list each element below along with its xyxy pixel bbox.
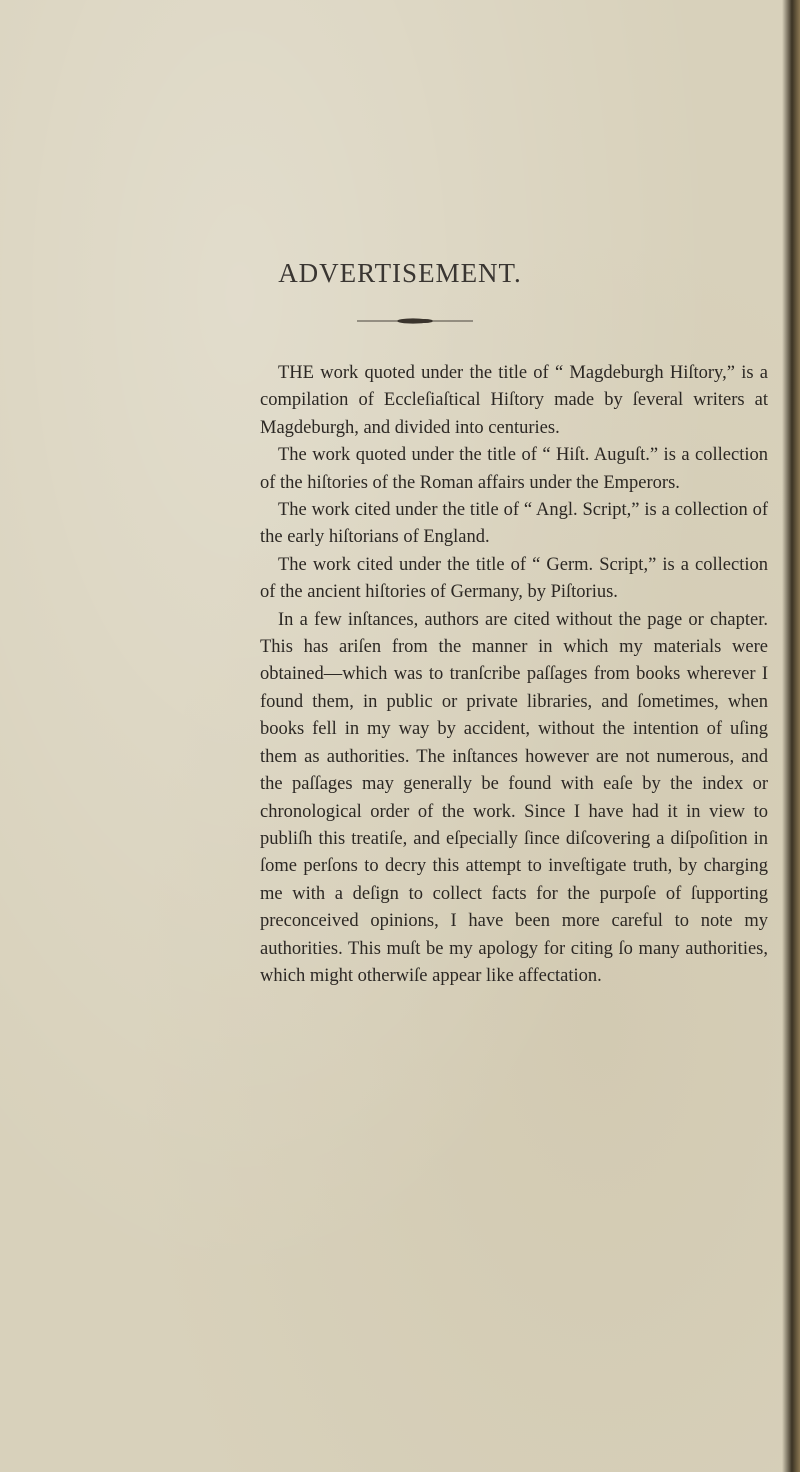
- paragraph-magdeburgh-history: THE work quoted under the title of “ Magdeburgh Hiſtory,” is a compilation of Eccleſiaſtical Hiſtory made by ſeveral writers at Magdeburgh, and divided into centuries.: [260, 363, 768, 438]
- paragraph-hist-august: The work quoted under the title of “ Hiſt. Auguſt.” is a collection of the hiſtories of the Roman affairs under the Emperors.: [260, 445, 768, 493]
- ornament-divider: [355, 316, 475, 326]
- paragraph-angl-script: The work cited under the title of “ Angl. Script,” is a collection of the early hiſtorians of England.: [260, 500, 768, 548]
- page-edge-shadow: [782, 0, 800, 1472]
- page-title: ADVERTISEMENT.: [278, 258, 522, 288]
- advertisement-body: [260, 360, 768, 990]
- paragraph-citations-note: In a few inſtances, authors are cited without the page or chapter. This has ariſen from the manner in which my materials were obtained—which was to tranſcribe paſſages from books wherever I found them, in public or private libraries, and ſometimes, when books fell in my way by accident, without the intention of uſing them as authorities. The inſtances however are not numerous, and the paſſages may generally be found with eaſe by the index or chronological order of the work. Since I have had it in view to publiſh this treatiſe, and eſpecially ſince diſcovering a diſpoſition in ſome perſons to decry this attempt to inveſtigate truth, by charging me with a deſign to collect facts for the purpoſe of ſupporting preconceived opinions, I have been more careful to note my authorities. This muſt be my apology for citing ſo many authorities, which might otherwiſe appear like affectation.: [260, 609, 768, 986]
- paragraph-germ-script: The work cited under the title of “ Germ. Script,” is a collection of the ancient hiſtories of Germany, by Piſtorius.: [260, 554, 768, 603]
